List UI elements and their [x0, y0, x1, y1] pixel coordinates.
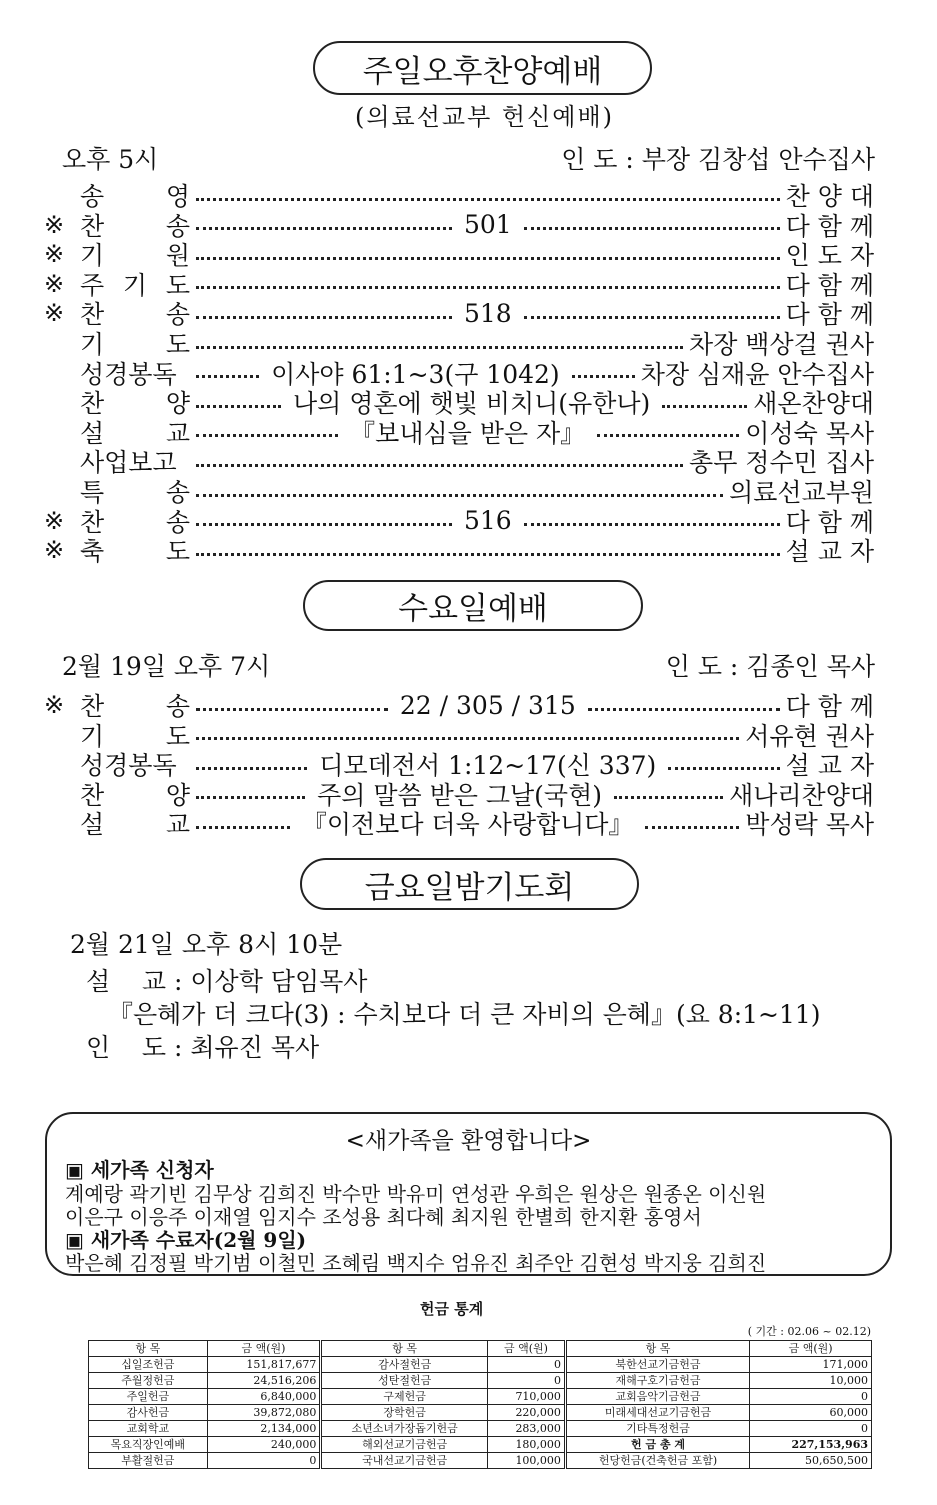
- offering-amount: 50,650,500: [750, 1453, 872, 1469]
- order-label-part: 기: [80, 330, 105, 359]
- order-label-part: 양: [165, 389, 190, 419]
- order-row: [44, 387, 874, 417]
- graduates-heading: ▣ 새가족 수료자(2월 9일): [65, 1228, 307, 1252]
- order-label-part: 도: [165, 330, 190, 359]
- order-label: [80, 532, 190, 568]
- offering-amount: 100,000: [487, 1453, 565, 1469]
- offering-category: 재해구호기금헌금: [565, 1373, 749, 1389]
- order-label-part: 찬: [80, 300, 105, 330]
- leader-dots: [572, 375, 635, 378]
- offering-amount: 10,000: [750, 1373, 872, 1389]
- offering-row: [89, 1405, 872, 1421]
- order-label-part: 송: [165, 300, 190, 330]
- offering-category: 헌당헌금(건축헌금 포함): [565, 1453, 749, 1469]
- order-detail: 나의 영혼에 햇빛 비치니(유한나): [292, 389, 651, 419]
- leader-dots: [662, 405, 747, 408]
- offering-category: 헌 금 총 계: [565, 1437, 749, 1453]
- offering-amount: 283,000: [487, 1421, 565, 1437]
- order-row: [44, 749, 874, 779]
- offering-category: 주월정헌금: [89, 1373, 208, 1389]
- order-label-part: 찬: [80, 507, 105, 537]
- offering-category: 미래세대선교기금헌금: [565, 1405, 749, 1421]
- friday-leader: 인 도 : 최유진 목사: [86, 1033, 320, 1062]
- order-label-part: 사업보고: [80, 448, 177, 478]
- sunday-subtitle: (의료선교부 헌신예배): [355, 103, 615, 131]
- order-label-part: 송: [165, 211, 190, 241]
- sunday-time: 오후 5시: [62, 145, 159, 174]
- offering-amount: 0: [487, 1373, 565, 1389]
- order-row: [44, 210, 874, 240]
- col-header-amount: 금 액(원): [487, 1341, 565, 1357]
- offering-amount: 24,516,206: [207, 1373, 321, 1389]
- col-header-item: 항 목: [321, 1341, 488, 1357]
- offering-amount: 39,872,080: [207, 1405, 321, 1421]
- leader-dots: [196, 826, 290, 829]
- order-label-part: 주: [80, 270, 105, 300]
- order-person: 다 함 께: [785, 692, 874, 721]
- order-label-part: 찬: [80, 692, 105, 721]
- leader-dots: [588, 708, 780, 711]
- order-label-part: 설: [80, 418, 105, 448]
- leader-dots: [196, 737, 739, 740]
- offering-category: 구제헌금: [321, 1389, 488, 1405]
- order-label-part: 송: [165, 692, 190, 721]
- offering-category: 해외선교기금헌금: [321, 1437, 488, 1453]
- order-person: 서유현 권사: [745, 721, 874, 751]
- order-detail: 516: [463, 506, 512, 536]
- col-header-amount: 금 액(원): [750, 1341, 872, 1357]
- order-label-part: 찬: [80, 389, 105, 419]
- order-person: 다 함 께: [785, 270, 874, 300]
- offering-category: 기타특정헌금: [565, 1421, 749, 1437]
- order-row: [44, 476, 874, 506]
- offering-table: [88, 1340, 872, 1469]
- order-row: [44, 720, 874, 750]
- offering-amount: 227,153,963: [750, 1437, 872, 1453]
- standing-mark: ※: [44, 299, 65, 328]
- order-person: 새나리찬양대: [729, 780, 875, 810]
- leader-dots: [524, 316, 780, 319]
- order-label-part: 도: [165, 270, 190, 300]
- order-detail: 『이전보다 더욱 사랑합니다』: [301, 810, 634, 840]
- order-row: [44, 446, 874, 476]
- order-detail: 『보내심을 받은 자』: [350, 418, 586, 448]
- order-label-part: 특: [80, 478, 105, 507]
- order-label-part: 설: [80, 810, 105, 840]
- order-row: [44, 535, 874, 565]
- leader-dots: [614, 796, 723, 799]
- offering-amount: 60,000: [750, 1405, 872, 1421]
- order-label-part: 기: [122, 270, 148, 300]
- order-label-part: 찬: [80, 211, 105, 241]
- order-person: 이성숙 목사: [745, 418, 874, 448]
- order-label-part: 교: [165, 810, 190, 840]
- order-person: 설 교 자: [785, 751, 874, 781]
- offering-amount: 0: [207, 1453, 321, 1469]
- offering-category: 성탄절헌금: [321, 1373, 488, 1389]
- leader-dots: [645, 826, 739, 829]
- order-person: 다 함 께: [785, 507, 875, 537]
- leader-dots: [196, 494, 723, 497]
- sunday-title: 주일오후찬양예배: [313, 41, 652, 95]
- offering-amount: 0: [750, 1389, 872, 1405]
- standing-mark: ※: [44, 269, 65, 298]
- welcome-title: <새가족을 환영합니다>: [345, 1128, 592, 1154]
- leader-dots: [196, 553, 780, 556]
- col-header-item: 항 목: [565, 1341, 749, 1357]
- offering-category: 국내선교기금헌금: [321, 1453, 488, 1469]
- leader-dots: [196, 464, 683, 467]
- leader-dots: [196, 257, 780, 260]
- offering-category: 주일헌금: [89, 1389, 208, 1405]
- offering-amount: 710,000: [487, 1389, 565, 1405]
- order-person: 설 교 자: [785, 537, 874, 567]
- order-detail: 501: [463, 210, 512, 240]
- leader-dots: [524, 523, 780, 526]
- wednesday-title: 수요일예배: [303, 580, 643, 631]
- offering-category: 목요직장인예배: [89, 1437, 208, 1453]
- offering-category: 장학헌금: [321, 1405, 488, 1421]
- order-label-part: 교: [165, 418, 190, 448]
- order-label-part: 도: [165, 721, 190, 751]
- offering-amount: 0: [750, 1421, 872, 1437]
- offering-row: [89, 1453, 872, 1469]
- leader-dots: [196, 523, 452, 526]
- leader-dots: [196, 375, 259, 378]
- order-row: [44, 239, 874, 269]
- leader-dots: [196, 227, 452, 230]
- offering-amount: 171,000: [750, 1357, 872, 1373]
- leader-dots: [196, 198, 780, 201]
- leader-dots: [524, 227, 780, 230]
- col-header-amount: 금 액(원): [207, 1341, 321, 1357]
- order-row: [44, 690, 874, 720]
- offering-amount: 151,817,677: [207, 1357, 321, 1373]
- offering-row: [89, 1437, 872, 1453]
- order-person: 차장 백상걸 권사: [689, 330, 874, 359]
- wednesday-leader: 인 도 : 김종인 목사: [665, 652, 875, 681]
- order-detail: 주의 말씀 받은 그날(국현): [317, 780, 602, 810]
- applicants-heading: ▣ 세가족 신청자: [65, 1158, 214, 1182]
- order-detail: 518: [463, 298, 512, 328]
- leader-dots: [597, 434, 739, 437]
- order-person: 새온찬양대: [753, 389, 875, 419]
- offering-period: ( 기간 : 02.06 ~ 02.12): [747, 1325, 871, 1338]
- order-label-part: 송: [80, 182, 105, 211]
- standing-mark: ※: [44, 210, 65, 239]
- friday-sermon: 설 교 : 이상학 담임목사: [86, 967, 368, 996]
- offering-header-row: [89, 1341, 872, 1357]
- offering-category: 교회음악기금헌금: [565, 1389, 749, 1405]
- offering-amount: 0: [487, 1357, 565, 1373]
- order-label-part: 성경봉독: [80, 751, 177, 781]
- order-row: [44, 358, 874, 388]
- offering-title: 헌금 통계: [420, 1300, 484, 1318]
- offering-amount: 6,840,000: [207, 1389, 321, 1405]
- standing-mark: ※: [44, 536, 65, 565]
- friday-title: 금요일밤기도회: [300, 858, 639, 910]
- sunday-leader: 인 도 : 부장 김창섭 안수집사: [561, 145, 875, 174]
- graduates-line: 박은혜 김정필 박기범 이철민 조혜림 백지수 엄유진 최주안 김현성 박지웅 김희진: [65, 1251, 767, 1275]
- leader-dots: [196, 286, 780, 289]
- order-row: [44, 298, 874, 328]
- order-row: [44, 417, 874, 447]
- leader-dots: [196, 434, 338, 437]
- applicants-line-2: 이은구 이응주 이재열 임지수 조성용 최다혜 최지원 한별희 한지환 홍영서: [65, 1205, 702, 1229]
- order-person: 차장 심재윤 안수집사: [640, 359, 874, 389]
- offering-amount: 180,000: [487, 1437, 565, 1453]
- order-label: [80, 805, 190, 841]
- applicants-line-1: 계예랑 곽기빈 김무상 김희진 박수만 박유미 연성관 우희은 원상은 원종온 이신원: [65, 1182, 767, 1206]
- leader-dots: [196, 346, 683, 349]
- offering-row: [89, 1421, 872, 1437]
- order-label-part: 영: [165, 182, 190, 211]
- offering-amount: 240,000: [207, 1437, 321, 1453]
- leader-dots: [196, 767, 307, 770]
- order-detail: 이사야 61:1~3(구 1042): [271, 359, 560, 389]
- order-label-part: 기: [80, 721, 105, 751]
- order-person: 다 함 께: [785, 300, 875, 330]
- order-person: 찬 양 대: [785, 182, 874, 211]
- standing-mark: ※: [44, 691, 65, 719]
- order-label-part: 성경봉독: [80, 359, 177, 389]
- col-header-item: 항 목: [89, 1341, 208, 1357]
- order-label-part: 송: [165, 507, 190, 537]
- offering-category: 부활절헌금: [89, 1453, 208, 1469]
- order-person: 인 도 자: [785, 241, 874, 271]
- leader-dots: [196, 796, 305, 799]
- wednesday-time: 2월 19일 오후 7시: [62, 652, 271, 681]
- order-label-part: 기: [80, 241, 105, 271]
- standing-mark: ※: [44, 506, 65, 535]
- order-label-part: 원: [165, 241, 190, 271]
- order-row: [44, 808, 874, 838]
- offering-amount: 2,134,000: [207, 1421, 321, 1437]
- offering-row: [89, 1357, 872, 1373]
- order-row: [44, 328, 874, 358]
- offering-category: 감사절헌금: [321, 1357, 488, 1373]
- order-person: 다 함 께: [785, 211, 875, 241]
- offering-category: 소년소녀가장돕기헌금: [321, 1421, 488, 1437]
- leader-dots: [668, 767, 779, 770]
- order-row: [44, 779, 874, 809]
- welcome-box: [45, 1112, 892, 1276]
- friday-time: 2월 21일 오후 8시 10분: [70, 930, 343, 959]
- offering-amount: 220,000: [487, 1405, 565, 1421]
- offering-row: [89, 1389, 872, 1405]
- offering-category: 십일조헌금: [89, 1357, 208, 1373]
- leader-dots: [196, 708, 388, 711]
- offering-category: 북한선교기금헌금: [565, 1357, 749, 1373]
- order-row: [44, 506, 874, 536]
- order-row: [44, 269, 874, 299]
- order-label-part: 찬: [80, 780, 105, 810]
- order-detail: 22 / 305 / 315: [399, 690, 576, 720]
- offering-row: [89, 1373, 872, 1389]
- standing-mark: ※: [44, 240, 65, 269]
- order-label-part: 축: [80, 537, 105, 567]
- order-label-part: 송: [165, 478, 190, 507]
- order-row: [44, 180, 874, 210]
- order-person: 의료선교부원: [729, 478, 874, 507]
- order-label-part: 양: [165, 780, 190, 810]
- friday-sermon-title: 『은혜가 더 크다(3) : 수치보다 더 큰 자비의 은혜』(요 8:1~11): [108, 1000, 821, 1029]
- leader-dots: [196, 316, 452, 319]
- order-person: 박성락 목사: [745, 810, 874, 840]
- order-detail: 디모데전서 1:12~17(신 337): [319, 751, 657, 781]
- leader-dots: [196, 405, 281, 408]
- order-person: 총무 정수민 집사: [689, 448, 874, 478]
- offering-category: 감사헌금: [89, 1405, 208, 1421]
- order-label-part: 도: [165, 537, 190, 567]
- offering-category: 교회학교: [89, 1421, 208, 1437]
